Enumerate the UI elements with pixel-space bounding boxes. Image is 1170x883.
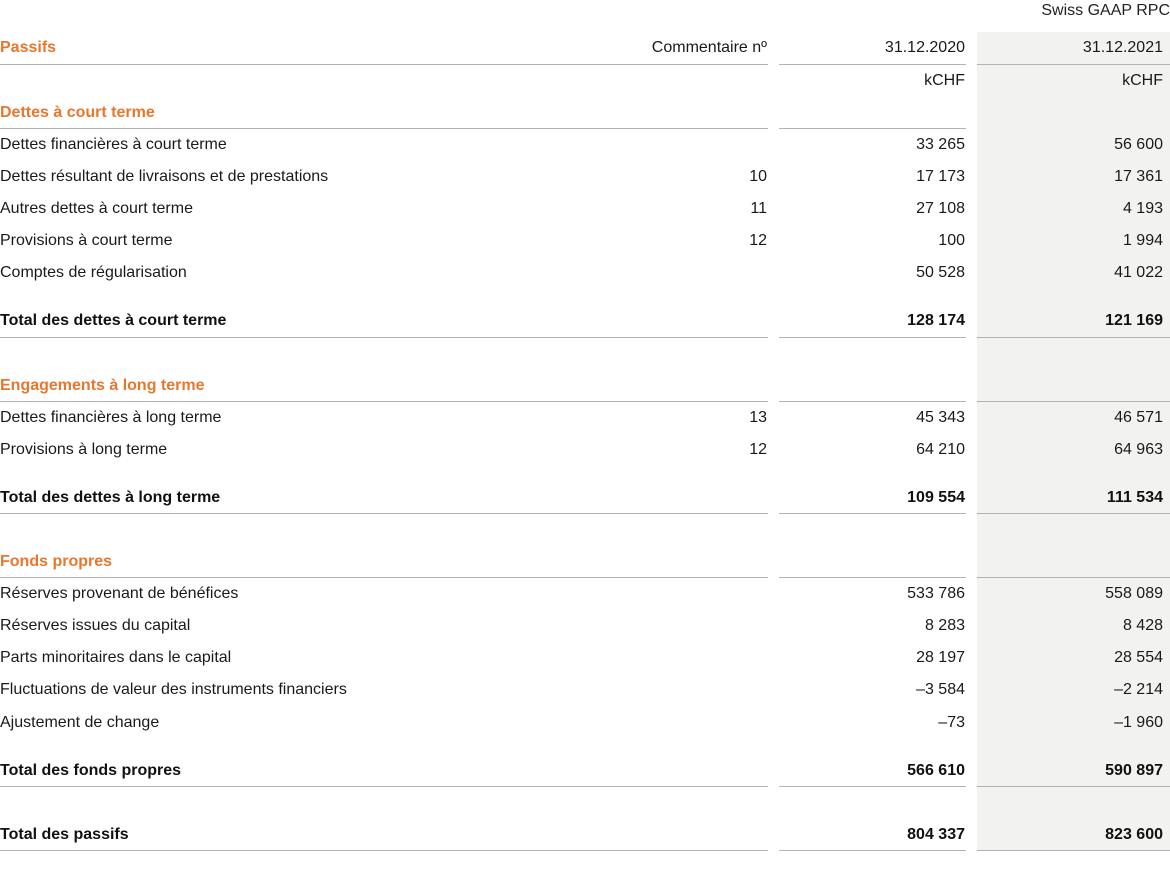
row-label: Réserves issues du capital — [0, 617, 191, 634]
divider — [779, 850, 966, 851]
total-2021: 590 897 — [1105, 762, 1163, 779]
row-note: 13 — [749, 409, 767, 426]
total-row — [0, 305, 1170, 337]
table-row — [0, 193, 1170, 225]
value-2020: 8 283 — [924, 617, 965, 634]
column-header-2020: 31.12.2020 — [884, 39, 965, 56]
total-2021: 111 534 — [1106, 489, 1163, 506]
value-2020: 45 343 — [916, 409, 965, 426]
value-2020: 28 197 — [916, 649, 965, 666]
divider — [779, 513, 966, 514]
value-2021: 56 600 — [1114, 136, 1163, 153]
divider — [0, 513, 768, 514]
row-label: Dettes financières à court terme — [0, 136, 227, 153]
divider — [977, 337, 1170, 338]
value-2021: –1 960 — [1114, 714, 1163, 731]
value-2020: –3 584 — [916, 681, 965, 698]
row-label: Réserves provenant de bénéfices — [0, 585, 239, 602]
total-label: Total des dettes à court terme — [0, 312, 227, 329]
table-title: Passifs — [0, 39, 57, 56]
value-2021: 64 963 — [1114, 441, 1163, 458]
value-2021: 4 193 — [1122, 200, 1163, 217]
table-row — [0, 707, 1170, 739]
row-note: 12 — [749, 441, 767, 458]
value-2020: 27 108 — [916, 200, 965, 217]
value-2020: 64 210 — [916, 441, 965, 458]
table-row — [0, 434, 1170, 466]
unit-row — [0, 65, 1170, 97]
divider — [779, 337, 966, 338]
row-note: 11 — [750, 200, 767, 217]
section-title: Engagements à long terme — [0, 377, 205, 394]
value-2021: 28 554 — [1114, 649, 1163, 666]
value-2020: 33 265 — [916, 136, 965, 153]
divider — [977, 850, 1170, 851]
grand-total-row — [0, 819, 1170, 851]
row-label: Comptes de régularisation — [0, 264, 187, 281]
divider — [779, 786, 966, 787]
grand-total-2021: 823 600 — [1105, 826, 1163, 843]
row-label: Parts minoritaires dans le capital — [0, 649, 232, 666]
value-2021: 41 022 — [1114, 264, 1163, 281]
row-label: Dettes financières à long terme — [0, 409, 222, 426]
section-title: Dettes à court terme — [0, 104, 155, 121]
value-2021: 1 994 — [1122, 232, 1163, 249]
row-label: Provisions à long terme — [0, 441, 168, 458]
note-column-header: Commentaire nº — [651, 39, 767, 56]
divider — [0, 337, 768, 338]
value-2020: –73 — [938, 714, 965, 731]
row-note: 12 — [749, 232, 767, 249]
total-2021: 121 169 — [1105, 312, 1163, 329]
table-row — [0, 578, 1170, 610]
total-label: Total des dettes à long terme — [0, 489, 221, 506]
accounting-standard: Swiss GAAP RPC — [1041, 2, 1170, 19]
grand-total-label: Total des passifs — [0, 826, 129, 843]
row-note: 10 — [749, 168, 767, 185]
value-2020: 50 528 — [916, 264, 965, 281]
section-title-row — [0, 97, 1170, 129]
section-title: Fonds propres — [0, 553, 113, 570]
divider — [0, 850, 768, 851]
total-2020: 128 174 — [907, 312, 965, 329]
unit-2021: kCHF — [1122, 72, 1163, 89]
table-row — [0, 161, 1170, 193]
value-2021: 558 089 — [1105, 585, 1163, 602]
grand-total-2020: 804 337 — [907, 826, 965, 843]
table-row — [0, 129, 1170, 161]
table-row — [0, 674, 1170, 706]
section-title-row — [0, 546, 1170, 578]
table-row — [0, 402, 1170, 434]
value-2021: 17 361 — [1114, 168, 1163, 185]
value-2020: 17 173 — [916, 168, 965, 185]
table-row — [0, 642, 1170, 674]
total-label: Total des fonds propres — [0, 762, 182, 779]
value-2020: 533 786 — [907, 585, 965, 602]
table-row — [0, 225, 1170, 257]
row-label: Autres dettes à court terme — [0, 200, 193, 217]
divider — [0, 786, 768, 787]
table-header — [0, 32, 1170, 64]
row-label: Fluctuations de valeur des instruments financiers — [0, 681, 347, 698]
total-2020: 566 610 — [907, 762, 965, 779]
divider — [977, 513, 1170, 514]
row-label: Provisions à court terme — [0, 232, 173, 249]
table-row — [0, 610, 1170, 642]
column-header-2021: 31.12.2021 — [1082, 39, 1163, 56]
section-title-row — [0, 370, 1170, 402]
table-row — [0, 257, 1170, 289]
value-2021: 46 571 — [1114, 409, 1163, 426]
total-2020: 109 554 — [907, 489, 965, 506]
value-2021: –2 214 — [1114, 681, 1163, 698]
divider — [977, 786, 1170, 787]
value-2020: 100 — [938, 232, 965, 249]
row-label: Dettes résultant de livraisons et de prestations — [0, 168, 329, 185]
total-row — [0, 755, 1170, 787]
value-2021: 8 428 — [1122, 617, 1163, 634]
row-label: Ajustement de change — [0, 714, 160, 731]
unit-2020: kCHF — [924, 72, 965, 89]
total-row — [0, 482, 1170, 514]
